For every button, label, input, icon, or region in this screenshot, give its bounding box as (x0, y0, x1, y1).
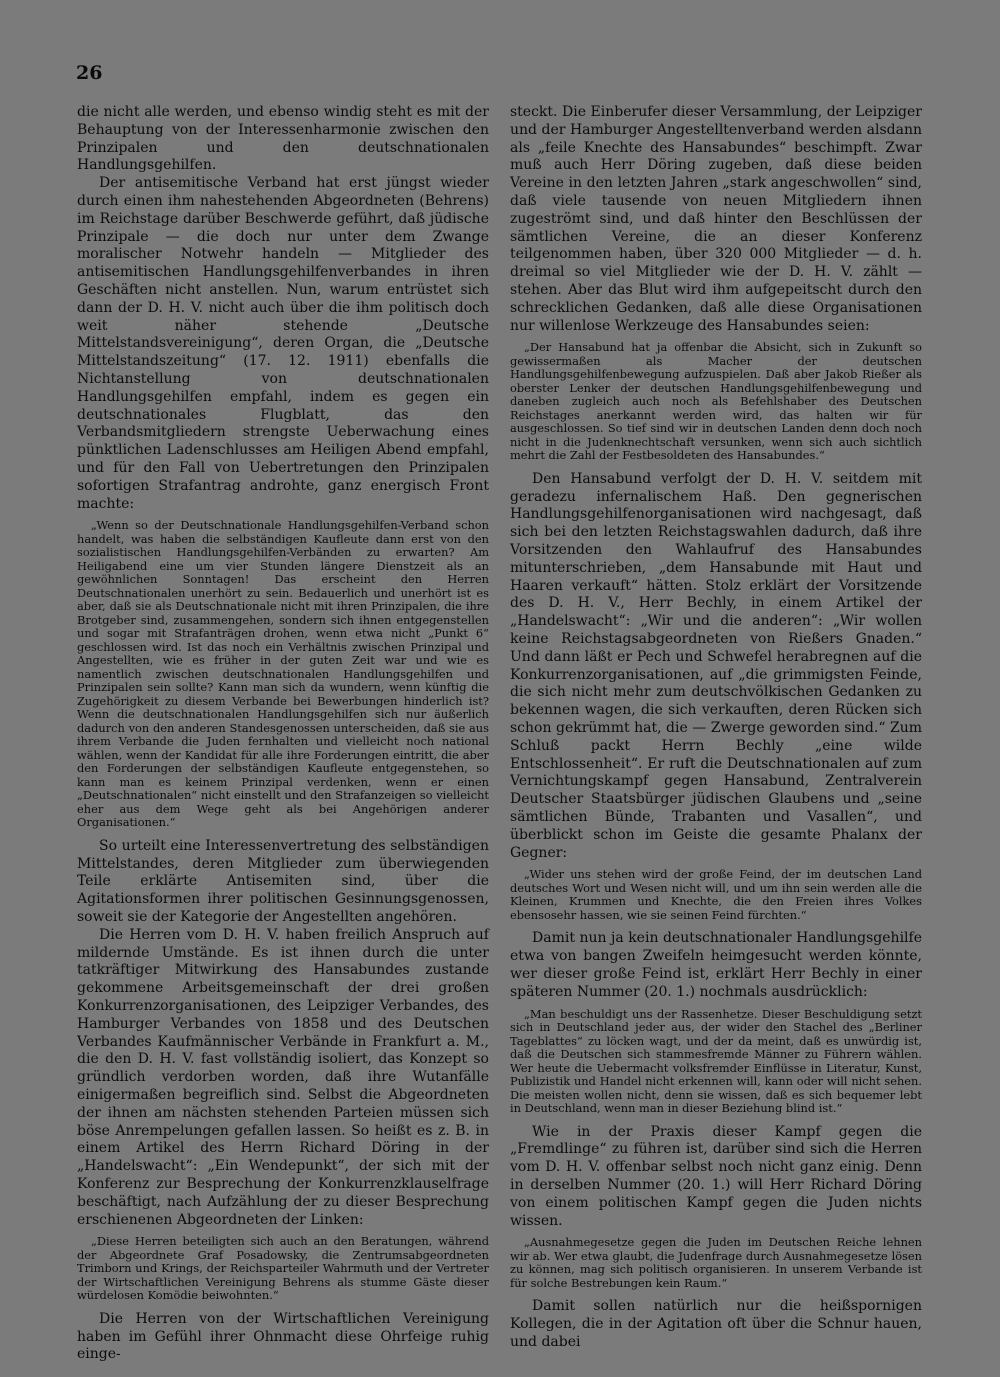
paragraph: Wie in der Praxis dieser Kampf gegen die „Fremdlinge“ zu führen ist, darüber sind sich die Herren vom D. H. V. offenbar selbst noch nicht ganz einig. Denn in derselben Nummer (20. 1.) will Herr Richard Döring von einem politischen Kampf gegen die Juden nichts wissen. (510, 1123, 922, 1229)
paragraph: Die Herren vom D. H. V. haben freilich Anspruch auf mildernde Umstände. Es ist ihnen durch die unter tatkräftiger Mitwirkung des Hansabundes zustande gekommene Arbeitsgemeinschaft der drei großen Konkurrenzorganisationen, des Leipziger Verbandes, des Hamburger Verbandes von 1858 und des Deutschen Verbandes Kaufmännischer Verbände in Frankfurt a. M., die den D. H. V. fast vollständig isoliert, das Konzept so gründlich verdorben worden, daß ihre Wutanfälle einigermaßen begreiflich sind. Selbst die Abgeordneten der ihnen am nächsten stehenden Parteien müssen sich böse Anrempelungen gefallen lassen. So heißt es z. B. in einem Artikel des Herrn Richard Döring in der „Handelswacht“: „Ein Wendepunkt“, der sich mit der Konferenz zur Besprechung der Konkurrenzklauselfrage beschäftigt, nach Aufzählung der zu dieser Besprechung erschienenen Abgeordneten der Linken: (77, 926, 489, 1228)
block-quote: „Wider uns stehen wird der große Feind, der im deutschen Land deutsches Wort und Wesen nicht will, und um ihn sein werden alle die Kleinen, Krummen und Knechte, die den Freien ihres Volkes ebensosehr hassen, wie sie seinen Feind fürchten.“ (510, 867, 922, 922)
paragraph: die nicht alle werden, und ebenso windig steht es mit der Behauptung von der Interessenharmonie zwischen den Prinzipalen und den deutschnationalen Handlungsgehilfen. (77, 104, 489, 174)
paragraph: steckt. Die Einberufer dieser Versammlung, der Leipziger und der Hamburger Angestelltenverband werden alsdann als „feile Knechte des Hansabundes“ beschimpft. Zwar muß auch Herr Döring zugeben, daß diese beiden Vereine in den letzten Jahren „stark angeschwollen“ sind, daß viele tausende von neuen Mitgliedern ihnen zugeströmt sind, und daß hinter den Beschlüssen der sämtlichen Vereine, die an dieser Konferenz teilgenommen haben, über 320 000 Mitglieder — d. h. dreimal so viel Mitglieder wie der D. H. V. zählt — stehen. Aber das Blut wird ihm aufgepeitscht durch den schrecklichen Gedanken, daß alle diese Organisationen nur willenlose Werkzeuge des Hansabundes seien: (510, 104, 922, 334)
paragraph: So urteilt eine Interessenvertretung des selbständigen Mittelstandes, deren Mitglieder zum überwiegenden Teile erklärte Antisemiten sind, über die Agitationsformen ihrer politischen Gesinnungsgenossen, soweit sie der Kategorie der Angestellten angehören. (77, 837, 489, 926)
block-quote: „Der Hansabund hat ja offenbar die Absicht, sich in Zukunft so gewissermaßen als Macher der deutschen Handlungsgehilfenbewegung aufzuspielen. Daß aber Jakob Rießer als oberster Lenker der deutschen Handlungsgehilfenbewegung und daneben zugleich auch noch als Befehlshaber des Deutschen Reichstages anerkannt werden wird, das halten wir für ausgeschlossen. So tief sind wir in deutschen Landen denn doch noch nicht in die Judenknechtschaft versunken, wenn sich auch sichtlich mehrt die Zahl der Festbesoldeten des Hansabundes.“ (510, 340, 922, 463)
paragraph: Die Herren von der Wirtschaftlichen Vereinigung haben im Gefühl ihrer Ohnmacht diese Ohrfeige ruhig einge- (77, 1310, 489, 1363)
paragraph: Der antisemitische Verband hat erst jüngst wieder durch einen ihm nahestehenden Abgeordneten (Behrens) im Reichstage darüber Beschwerde geführt, daß jüdische Prinzipale — die doch nur unter dem Zwange moralischer Notwehr handeln — Mitglieder des antisemitischen Handlungsgehilfenverbandes in ihren Geschäften nicht anstellen. Nun, warum entrüstet sich dann der D. H. V. nicht auch über die ihm politisch doch weit näher stehende „Deutsche Mittelstandsvereinigung“, deren Organ, die „Deutsche Mittelstandszeitung“ (17. 12. 1911) ebenfalls die Nichtanstellung von deutschnationalen Handlungsgehilfen empfahl, indem es gegen ein deutschnationales Flugblatt, das den Verbandsmitgliedern strengste Ueberwachung eines pünktlichen Ladenschlusses am Heiligen Abend empfahl, und für den Fall von Uebertretungen den Prinzipalen sofortigen Strafantrag androhte, ganz energisch Front machte: (77, 175, 489, 512)
paragraph: Den Hansabund verfolgt der D. H. V. seitdem mit geradezu infernalischem Haß. Den gegnerischen Handlungsgehilfenorganisationen wird nachgesagt, daß sich bei den letzten Reichstagswahlen dadurch, daß ihre Vorsitzenden den Wahlaufruf des Hansabundes mitunterschrieben, „dem Hansabunde mit Haut und Haaren verkauft“ hätten. Stolz erklärt der Vorsitzende des D. H. V., Herr Bechly, in einem Artikel der „Handelswacht“: „Wir und die anderen“: „Wir wollen keine Reichstagsabgeordneten von Rießers Gnaden.“ Und dann läßt er Pech und Schwefel herabregnen auf die Konkurrenzorganisationen, auf „die grimmigsten Feinde, die sich nicht mehr zum deutschvölkischen Gedanken zu bekennen wagen, die sich verkauften, deren Rücken sich schon gekrümmt hat, die — Zwerge geworden sind.“ Zum Schluß packt Herrn Bechly „eine wilde Entschlossenheit“. Er ruft die Deutschnationalen auf zum Vernichtungskampf gegen Hansabund, Zentralverein Deutscher Staatsbürger jüdischen Glaubens und „seine sämtlichen Bünde, Trabanten und Vasallen“, und überblickt schon im Geiste die gesamte Phalanx der Gegner: (510, 470, 922, 861)
page-number: 26 (76, 62, 103, 84)
paragraph: Damit nun ja kein deutschnationaler Handlungsgehilfe etwa von bangen Zweifeln heimgesucht werden könnte, wer dieser große Feind ist, erklärt Herr Bechly in einer späteren Nummer (20. 1.) nochmals ausdrücklich: (510, 930, 922, 1000)
block-quote: „Diese Herren beteiligten sich auch an den Beratungen, während der Abgeordnete Graf Posadowsky, die Zentrumsabgeordneten Trimborn und Krings, der Reichsparteiler Wahrmuth und der Vertreter der Wirtschaftlichen Vereinigung Behrens als stumme Gäste dieser würdelosen Komödie beiwohnten.“ (77, 1234, 489, 1303)
block-quote: „Man beschuldigt uns der Rassenhetze. Dieser Beschuldigung setzt sich in Deutschland jeder aus, der wider den Stachel des „Berliner Tageblattes“ zu löcken wagt, und der da meint, daß es unwürdig ist, daß die Deutschen sich stammesfremde Männer zu Führern wählen. Wer heute die Uebermacht volksfremder Einflüsse in Literatur, Kunst, Publizistik und Handel nicht erkennen will, kann oder will nicht sehen. Die meisten wollen nicht, denn sie wissen, daß es sich bequemer lebt in Deutschland, wenn man in dieser Beziehung blind ist.“ (510, 1006, 922, 1116)
left-column (77, 104, 489, 1364)
block-quote: „Ausnahmegesetze gegen die Juden im Deutschen Reiche lehnen wir ab. Wer etwa glaubt, die Judenfrage durch Ausnahmegesetze lösen zu können, mag sich politisch organisieren. In unserem Verbande ist für solche Bestrebungen kein Raum.“ (510, 1235, 922, 1290)
block-quote: „Wenn so der Deutschnationale Handlungsgehilfen-Verband schon handelt, was haben die selbständigen Kaufleute dann erst von den sozialistischen Handlungsgehilfen-Verbänden zu erwarten? Am Heiligabend eine um vier Stunden längere Dienstzeit als an gewöhnlichen Sonntagen! Das erscheint den Herren Deutschnationalen unerhört zu sein. Bedauerlich und unerhört ist es aber, daß sie als Deutschnationale nicht mit ihren Prinzipalen, die ihre Brotgeber sind, zusammengehen, sondern sich ihnen entgegenstellen und sogar mit Strafanträgen drohen, wenn etwa nicht „Punkt 6“ geschlossen wird. Ist das noch ein Verhältnis zwischen Prinzipal und Angestellten, wie es früher in der guten Zeit war und wie es namentlich zwischen deutschnationalen Handlungsgehilfen und Prinzipalen sein sollte? Kann man sich da wundern, wenn künftig die Zugehörigkeit zu diesem Verbande bei Bewerbungen hinderlich ist? Wenn die deutschnationalen Handlungsgehilfen sich nur äußerlich dadurch von den anderen Standesgenossen unterscheiden, daß sie aus ihrem Verbande die Juden fernhalten und vielleicht noch national wählen, wenn der Kandidat für alle ihre Forderungen eintritt, die aber den Forderungen der selbständigen Kaufleute entgegenstehen, so kann man es keinem Prinzipal verdenken, wenn er einen „Deutschnationalen“ nicht einstellt und den Strafanzeigen so vielleicht eher aus dem Wege geht als bei Angehörigen anderer Organisationen.“ (77, 518, 489, 830)
paragraph: Damit sollen natürlich nur die heißspornigen Kollegen, die in der Agitation oft über die Schnur hauen, und dabei (510, 1298, 922, 1350)
right-column (510, 104, 922, 1352)
